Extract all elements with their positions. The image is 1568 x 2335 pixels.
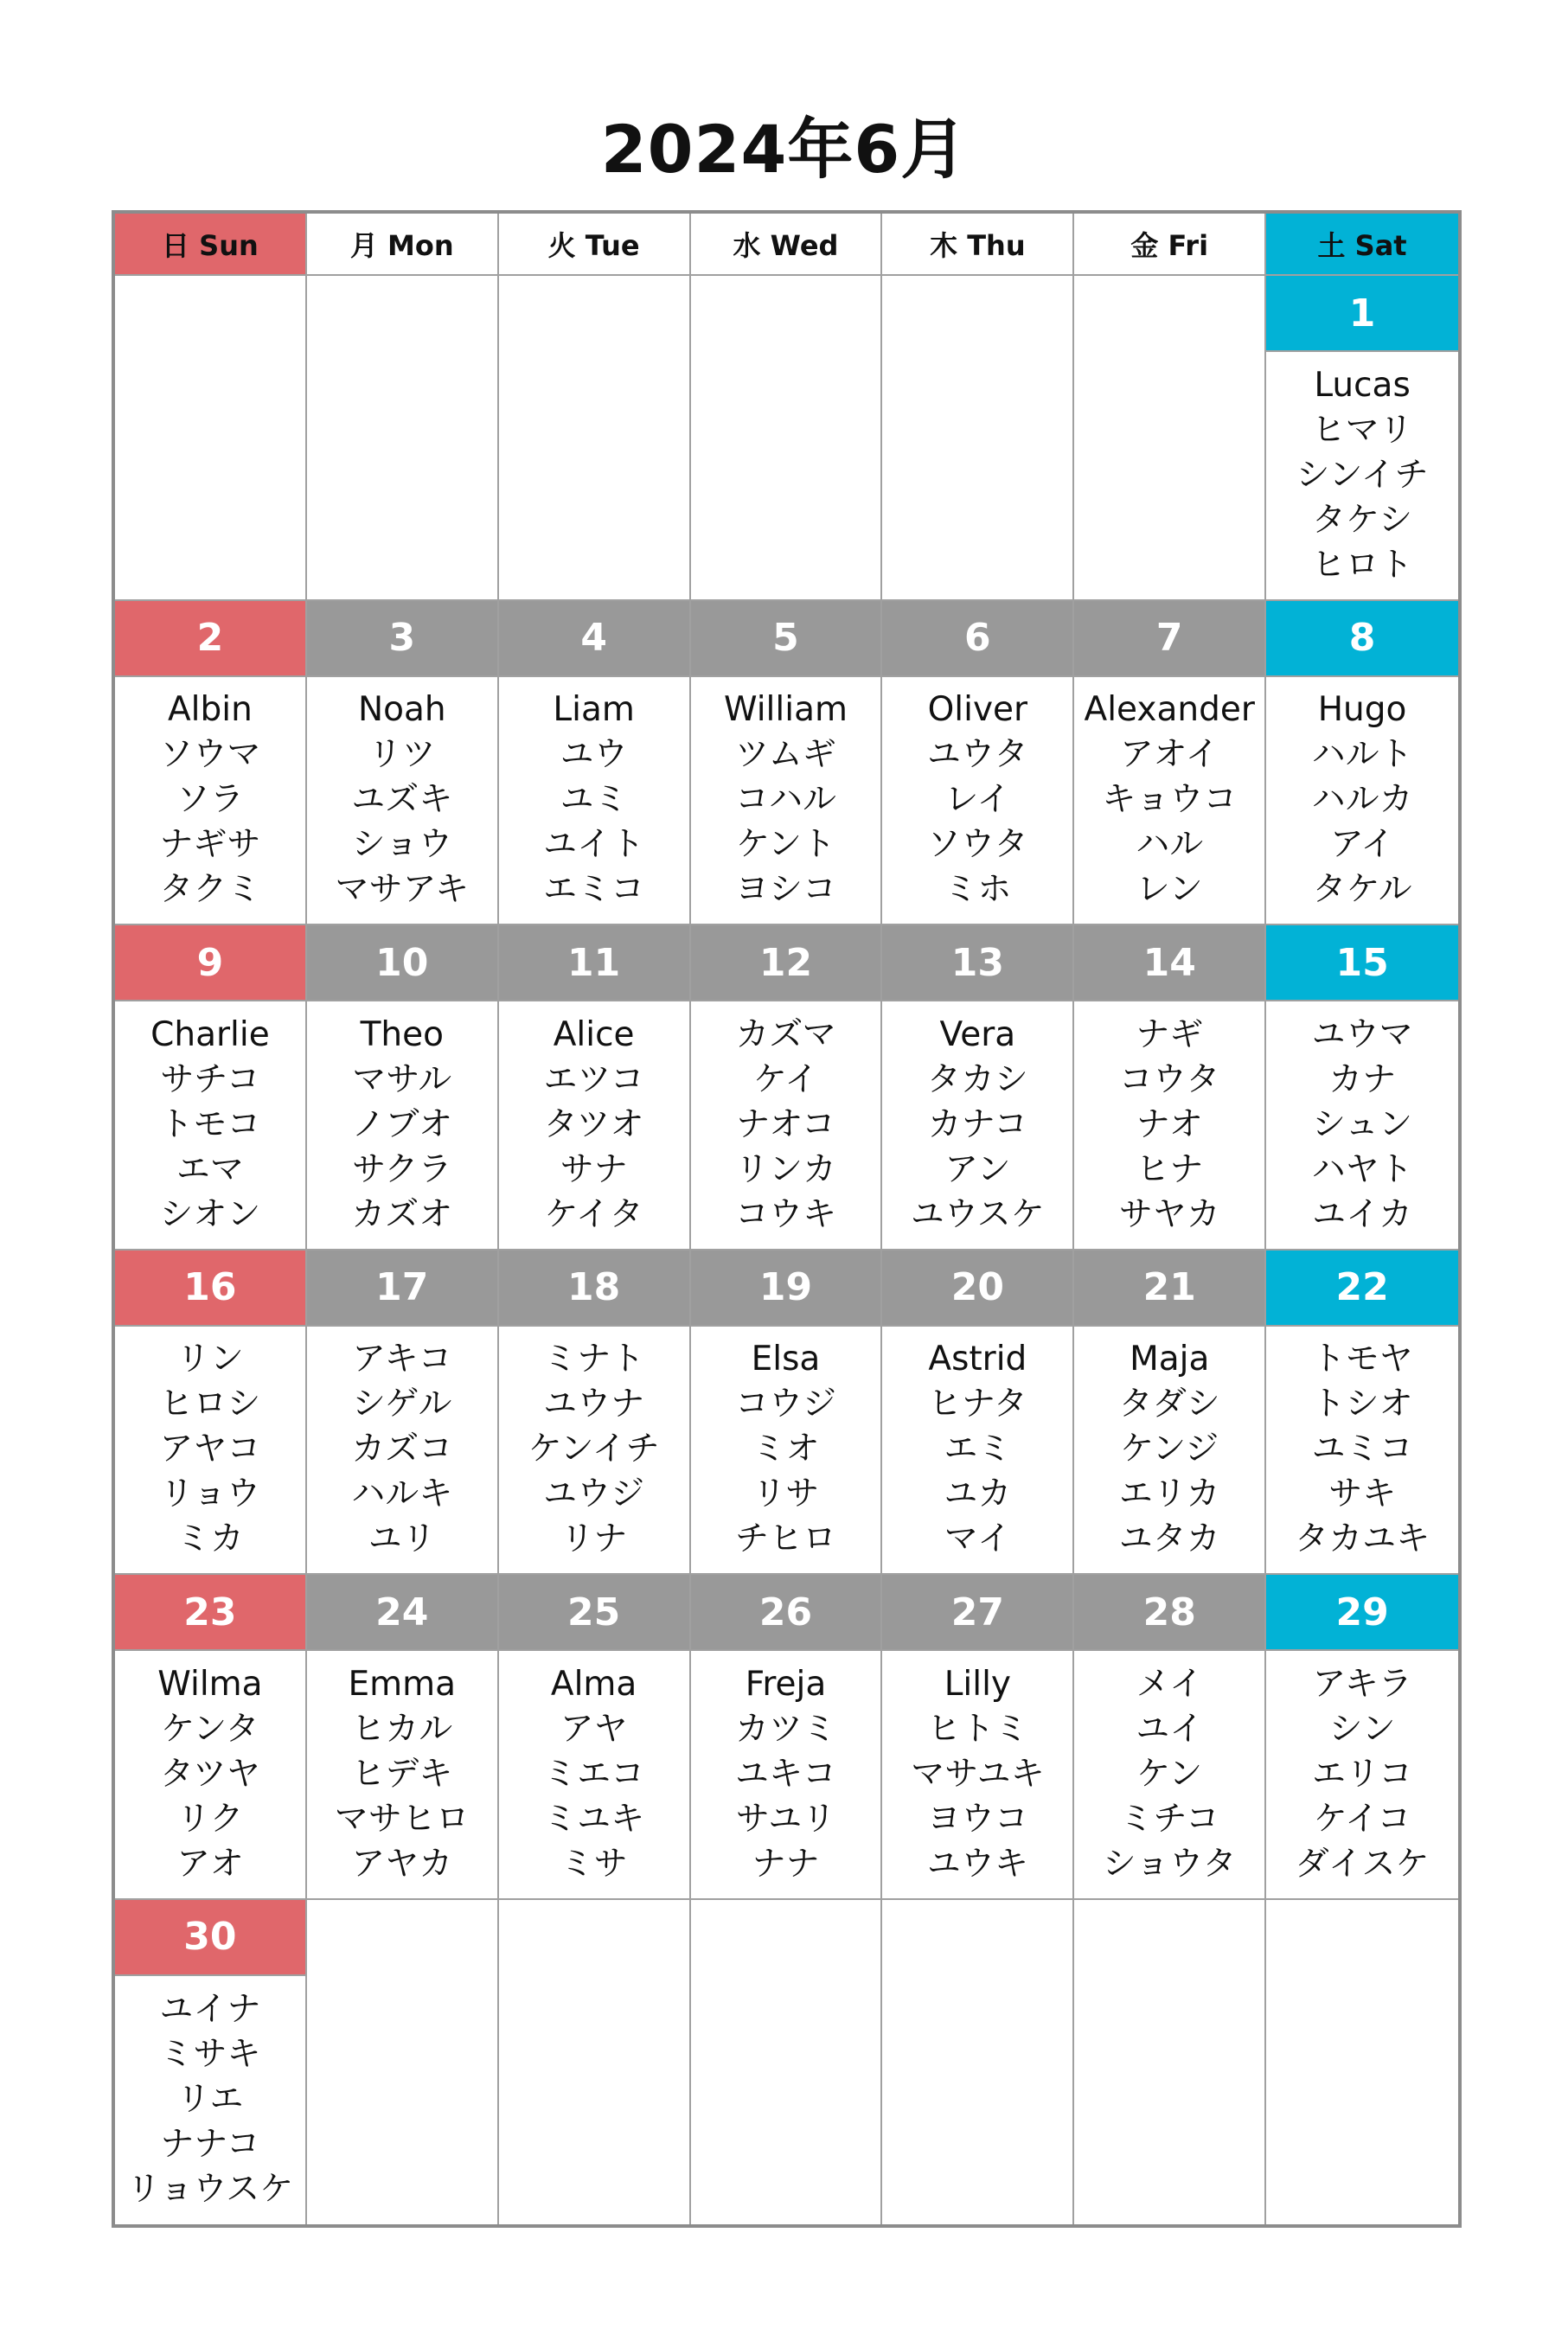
day-number: 16 — [115, 1251, 305, 1327]
name-entry: ノブオ — [351, 1104, 453, 1144]
name-list — [115, 677, 305, 924]
name-entry: マサユキ — [911, 1754, 1045, 1794]
name-entry: Lucas — [1314, 365, 1411, 405]
name-entry: Noah — [357, 690, 446, 730]
name-entry: ソラ — [176, 780, 244, 820]
day-cell — [1266, 1251, 1458, 1576]
name-entry: シゲル — [352, 1385, 452, 1424]
day-number: 17 — [307, 1251, 497, 1327]
name-list — [1074, 1001, 1264, 1249]
empty-day-cell — [307, 1900, 499, 2225]
name-entry: ミサ — [560, 1844, 628, 1884]
name-list — [882, 1651, 1072, 1898]
name-entry: ケイ — [752, 1059, 819, 1099]
name-list — [307, 1651, 497, 1898]
name-list — [1266, 352, 1458, 599]
name-list — [499, 1651, 689, 1898]
name-entry: ヒデキ — [351, 1754, 453, 1794]
name-entry: リョウ — [160, 1475, 260, 1514]
day-cell — [307, 1575, 499, 1900]
name-entry: ショウタ — [1102, 1844, 1237, 1884]
name-entry: ヒトミ — [926, 1709, 1028, 1749]
name-entry: レン — [1136, 870, 1203, 910]
name-entry: ケンイチ — [528, 1430, 660, 1469]
weekday-header-fri: 金 Fri — [1074, 214, 1266, 276]
name-list — [882, 1327, 1072, 1574]
day-number: 26 — [691, 1575, 881, 1651]
name-entry: シオン — [159, 1194, 261, 1234]
name-entry: リツ — [368, 735, 436, 775]
name-entry: ユウタ — [927, 735, 1028, 775]
name-entry: ツムギ — [735, 735, 836, 775]
name-entry: カナコ — [927, 1104, 1028, 1144]
name-entry: アキラ — [1312, 1664, 1412, 1704]
name-list — [115, 1327, 305, 1574]
name-list — [1266, 1327, 1458, 1574]
day-number: 20 — [882, 1251, 1072, 1327]
day-number: 11 — [499, 925, 689, 1001]
name-entry: ユズキ — [351, 780, 453, 820]
day-cell — [691, 1251, 883, 1576]
day-cell — [307, 925, 499, 1251]
day-number: 24 — [307, 1575, 497, 1651]
name-entry: ハルキ — [351, 1475, 453, 1514]
name-entry: タケル — [1312, 870, 1412, 910]
empty-day-cell — [882, 276, 1074, 601]
name-entry: マサアキ — [335, 870, 469, 910]
day-cell — [1074, 601, 1266, 926]
day-number: 10 — [307, 925, 497, 1001]
name-entry: ケイタ — [544, 1194, 643, 1234]
name-entry: ダイスケ — [1295, 1844, 1430, 1884]
name-entry: Maja — [1130, 1340, 1210, 1379]
day-cell — [499, 1575, 691, 1900]
name-list — [307, 1327, 497, 1574]
name-list — [1074, 1651, 1264, 1898]
name-entry: ナギサ — [159, 825, 261, 865]
name-entry: Alexander — [1084, 690, 1255, 730]
name-entry: ユキコ — [734, 1754, 836, 1794]
name-list — [1074, 677, 1264, 924]
name-entry: アヤカ — [351, 1844, 453, 1884]
name-entry: Wilma — [157, 1664, 263, 1704]
name-entry: ヒロト — [1311, 545, 1413, 585]
name-entry: アオイ — [1119, 735, 1219, 775]
name-entry: トシオ — [1311, 1385, 1413, 1424]
name-entry: カズコ — [351, 1430, 453, 1469]
day-cell — [691, 925, 883, 1251]
name-entry: Charlie — [150, 1014, 270, 1054]
day-cell — [115, 1900, 307, 2225]
day-cell — [499, 925, 691, 1251]
day-number: 7 — [1074, 601, 1264, 677]
day-cell — [1266, 601, 1458, 926]
name-entry: ユリ — [368, 1519, 436, 1559]
name-entry: William — [724, 690, 848, 730]
day-cell — [882, 601, 1074, 926]
name-entry: サナ — [560, 1149, 628, 1189]
name-entry: ユウジ — [543, 1475, 645, 1514]
name-list — [691, 677, 881, 924]
name-entry: エリコ — [1311, 1754, 1413, 1794]
name-entry: サヤカ — [1118, 1194, 1220, 1234]
name-entry: マサヒロ — [334, 1799, 470, 1839]
name-list — [1074, 1327, 1264, 1574]
day-number: 14 — [1074, 925, 1264, 1001]
name-entry: タクミ — [159, 870, 261, 910]
name-entry: Emma — [348, 1664, 457, 1704]
name-entry: ヒロシ — [159, 1385, 261, 1424]
name-entry: リナ — [560, 1519, 628, 1559]
name-entry: シンイチ — [1296, 455, 1429, 495]
name-entry: ユイカ — [1312, 1194, 1412, 1234]
name-list — [691, 1327, 881, 1574]
name-entry: Theo — [360, 1014, 444, 1054]
name-entry: Alice — [553, 1014, 635, 1054]
name-entry: タダシ — [1118, 1385, 1220, 1424]
name-list — [115, 1001, 305, 1249]
name-entry: コハル — [734, 780, 836, 820]
empty-day-cell — [499, 276, 691, 601]
name-entry: ナオコ — [736, 1104, 835, 1144]
name-entry: リク — [176, 1799, 244, 1839]
name-entry: Hugo — [1317, 690, 1407, 730]
name-entry: ハルカ — [1311, 780, 1413, 820]
day-cell — [1266, 925, 1458, 1251]
name-entry: タカシ — [926, 1059, 1028, 1099]
name-entry: Lilly — [944, 1664, 1012, 1704]
name-list — [691, 1001, 881, 1249]
name-entry: ナナコ — [160, 2125, 260, 2165]
name-list — [1266, 1001, 1458, 1249]
day-cell — [115, 1251, 307, 1576]
name-entry: ユタカ — [1118, 1519, 1220, 1559]
name-list — [307, 1001, 497, 1249]
day-number: 18 — [499, 1251, 689, 1327]
name-list — [115, 1651, 305, 1898]
day-cell — [115, 1575, 307, 1900]
name-entry: コウキ — [734, 1194, 836, 1234]
name-entry: トモコ — [159, 1104, 261, 1144]
name-entry: サユリ — [735, 1799, 836, 1839]
name-entry: Oliver — [927, 690, 1028, 730]
day-cell — [882, 1251, 1074, 1576]
empty-day-cell — [691, 1900, 883, 2225]
name-entry: リンカ — [734, 1149, 836, 1189]
name-entry: エツコ — [543, 1059, 644, 1099]
name-entry: ケン — [1136, 1754, 1203, 1794]
name-entry: ユウ — [560, 735, 628, 775]
name-entry: ユウマ — [1311, 1014, 1413, 1054]
empty-day-cell — [307, 276, 499, 601]
name-entry: ミサキ — [159, 2035, 261, 2075]
weekday-header-wed: 水 Wed — [691, 214, 883, 276]
name-entry: タツヤ — [160, 1754, 260, 1794]
name-entry: メイ — [1136, 1664, 1203, 1704]
name-entry: アオ — [176, 1844, 244, 1884]
name-entry: リエ — [176, 2080, 244, 2120]
name-entry: ケイコ — [1313, 1799, 1411, 1839]
day-cell — [1074, 925, 1266, 1251]
name-entry: ユイナ — [159, 1990, 261, 2030]
name-entry: サクラ — [352, 1149, 452, 1189]
name-entry: トモヤ — [1311, 1340, 1413, 1379]
name-entry: Albin — [168, 690, 253, 730]
name-entry: キョウコ — [1102, 780, 1238, 820]
name-entry: リン — [176, 1340, 244, 1379]
name-entry: Liam — [553, 690, 635, 730]
name-entry: ナギ — [1136, 1014, 1204, 1054]
day-number: 5 — [691, 601, 881, 677]
day-number: 19 — [691, 1251, 881, 1327]
day-number: 3 — [307, 601, 497, 677]
name-entry: コウタ — [1118, 1059, 1220, 1099]
day-number: 25 — [499, 1575, 689, 1651]
name-entry: サチコ — [160, 1059, 260, 1099]
name-entry: ミホ — [944, 870, 1012, 910]
day-number: 29 — [1266, 1575, 1458, 1651]
day-number: 4 — [499, 601, 689, 677]
name-entry: ミチコ — [1119, 1799, 1219, 1839]
day-cell — [1266, 1575, 1458, 1900]
day-cell — [882, 1575, 1074, 1900]
empty-day-cell — [882, 1900, 1074, 2225]
name-entry: ユカ — [944, 1475, 1012, 1514]
weekday-header-mon: 月 Mon — [307, 214, 499, 276]
empty-day-cell — [115, 276, 307, 601]
name-entry: チヒロ — [734, 1519, 836, 1559]
day-number: 30 — [115, 1900, 305, 1976]
day-number: 21 — [1074, 1251, 1264, 1327]
name-entry: エミコ — [543, 870, 645, 910]
name-entry: エミ — [944, 1430, 1012, 1469]
name-entry: ケント — [735, 825, 836, 865]
name-entry: ソウマ — [159, 735, 261, 775]
name-entry: カズマ — [735, 1014, 836, 1054]
name-entry: ユウスケ — [910, 1194, 1045, 1234]
name-entry: アヤコ — [159, 1430, 261, 1469]
name-entry: リサ — [752, 1475, 820, 1514]
day-cell — [691, 601, 883, 926]
name-list — [115, 1976, 305, 2225]
empty-day-cell — [1074, 1900, 1266, 2225]
day-number: 2 — [115, 601, 305, 677]
name-entry: ミエコ — [543, 1754, 645, 1794]
name-entry: コウジ — [734, 1385, 836, 1424]
day-number: 15 — [1266, 925, 1458, 1001]
day-number: 12 — [691, 925, 881, 1001]
name-entry: ヒマリ — [1311, 410, 1413, 450]
name-entry: ショウ — [351, 825, 452, 865]
empty-day-cell — [499, 1900, 691, 2225]
name-entry: ミナト — [543, 1340, 645, 1379]
name-list — [1266, 1651, 1458, 1898]
name-entry: アイ — [1329, 825, 1395, 865]
name-entry: シュン — [1311, 1104, 1413, 1144]
name-entry: ハルト — [1311, 735, 1413, 775]
month-calendar-grid — [112, 210, 1462, 2228]
name-entry: カナ — [1328, 1059, 1397, 1099]
day-number: 1 — [1266, 276, 1458, 352]
weekday-header-sun: 日 Sun — [115, 214, 307, 276]
day-cell — [1074, 1251, 1266, 1576]
name-entry: レイ — [944, 780, 1011, 820]
name-entry: Vera — [939, 1014, 1016, 1054]
name-entry: タケシ — [1311, 500, 1413, 540]
name-list — [499, 1327, 689, 1574]
day-cell — [499, 1251, 691, 1576]
day-cell — [1074, 1575, 1266, 1900]
name-entry: ケンタ — [161, 1709, 259, 1749]
day-number: 8 — [1266, 601, 1458, 677]
name-entry: ユイ — [1136, 1709, 1204, 1749]
name-entry: ヒカル — [351, 1709, 453, 1749]
name-entry: ユウキ — [926, 1844, 1028, 1884]
name-entry: ヒナタ — [927, 1385, 1027, 1424]
name-entry: リョウスケ — [126, 2170, 294, 2210]
day-cell — [499, 601, 691, 926]
day-number: 22 — [1266, 1251, 1458, 1327]
day-number: 9 — [115, 925, 305, 1001]
day-cell — [115, 925, 307, 1251]
name-entry: Elsa — [751, 1340, 821, 1379]
name-entry: カズオ — [351, 1194, 453, 1234]
day-number: 6 — [882, 601, 1072, 677]
name-entry: ユミコ — [1311, 1430, 1413, 1469]
calendar-title: 2024年6月 — [600, 111, 968, 188]
empty-day-cell — [691, 276, 883, 601]
weekday-header-sat: 土 Sat — [1266, 214, 1458, 276]
name-list — [499, 1001, 689, 1249]
name-list — [1266, 677, 1458, 924]
weekday-header-tue: 火 Tue — [499, 214, 691, 276]
name-entry: ケンジ — [1120, 1430, 1219, 1469]
name-entry: アヤ — [560, 1709, 628, 1749]
name-entry: エリカ — [1118, 1475, 1220, 1514]
name-entry: ナオ — [1136, 1104, 1203, 1144]
day-number: 23 — [115, 1575, 305, 1651]
name-entry: カツミ — [734, 1709, 836, 1749]
name-entry: ハル — [1136, 825, 1204, 865]
name-list — [691, 1651, 881, 1898]
name-entry: ハヤト — [1311, 1149, 1413, 1189]
name-entry: ユミ — [560, 780, 628, 820]
day-cell — [882, 925, 1074, 1251]
day-number: 28 — [1074, 1575, 1264, 1651]
name-list — [882, 677, 1072, 924]
day-number: 27 — [882, 1575, 1072, 1651]
name-entry: マサル — [352, 1059, 452, 1099]
name-entry: サキ — [1328, 1475, 1397, 1514]
name-entry: ユウナ — [543, 1385, 645, 1424]
day-cell — [307, 601, 499, 926]
name-list — [882, 1001, 1072, 1249]
day-cell — [1266, 276, 1458, 601]
day-cell — [115, 601, 307, 926]
name-entry: ヨシコ — [734, 870, 836, 910]
name-entry: シン — [1328, 1709, 1396, 1749]
name-entry: Freja — [745, 1664, 827, 1704]
name-entry: Astrid — [928, 1340, 1027, 1379]
name-entry: タツオ — [543, 1104, 644, 1144]
name-entry: ミオ — [752, 1430, 820, 1469]
name-entry: ソウタ — [927, 825, 1028, 865]
name-entry: マイ — [944, 1519, 1011, 1559]
name-entry: Alma — [550, 1664, 637, 1704]
name-entry: ミユキ — [543, 1799, 645, 1839]
day-cell — [307, 1251, 499, 1576]
name-entry: ユイト — [543, 825, 645, 865]
empty-day-cell — [1074, 276, 1266, 601]
name-entry: ナナ — [752, 1844, 820, 1884]
day-number: 13 — [882, 925, 1072, 1001]
name-list — [307, 677, 497, 924]
name-entry: ミカ — [176, 1519, 244, 1559]
name-entry: アキコ — [352, 1340, 452, 1379]
day-cell — [691, 1575, 883, 1900]
name-list — [499, 677, 689, 924]
weekday-header-thu: 木 Thu — [882, 214, 1074, 276]
name-entry: ヨウコ — [926, 1799, 1028, 1839]
name-entry: アン — [944, 1149, 1011, 1189]
empty-day-cell — [1266, 1900, 1458, 2225]
name-entry: エマ — [176, 1149, 244, 1189]
name-entry: ヒナ — [1136, 1149, 1204, 1189]
name-entry: タカユキ — [1295, 1519, 1430, 1559]
